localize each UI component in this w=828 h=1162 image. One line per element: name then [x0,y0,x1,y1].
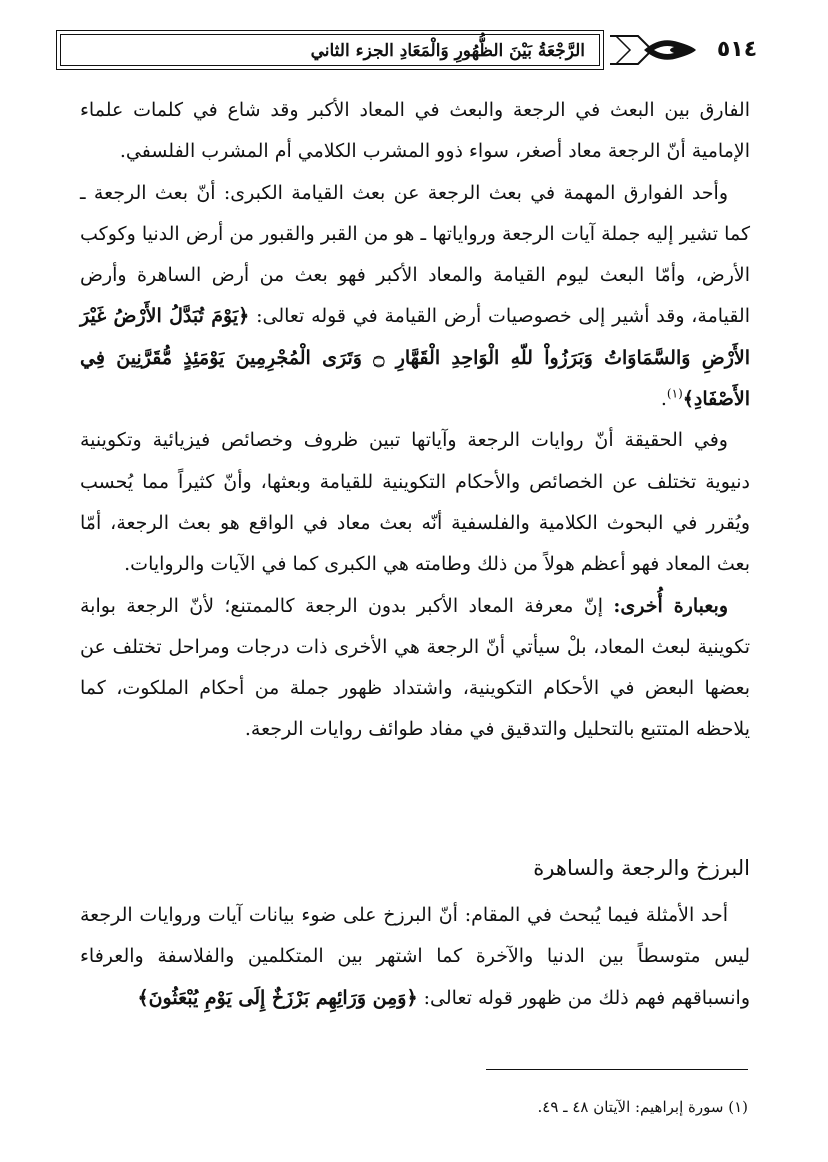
quran-verse: ﴿يَوْمَ تُبَدَّلُ الأَرْضُ غَيْرَ الأَرْضِ وَالسَّمَاوَاتُ وَبَرَزُواْ للّهِ الْوَاحِدِ الْقَهَّارِ ۝ وَتَرَى الْمُجْرِمِينَ يَوْمَئِذٍ مُّقَرَّنِينَ فِي الأَصْفَادِ﴾ [80,305,750,411]
page-number: ٥١٤ [716,37,758,62]
paragraph-text: أحد الأمثلة فيما يُبحث في المقام: أنّ البرزخ على ضوء بيانات آيات وروايات الرجعة ليس متوسطاً بين الدنيا والآخرة كما اشتهر بين المتكلمين والفلاسفة والعرفاء وانسباقهم فهم ذلك من ظهور قوله تعالى: [80,904,750,1009]
running-head: الرَّجْعَةُ بَيْنَ الظُّهُورِ وَالْمَعَادِ الجزء الثاني [310,41,585,61]
quran-verse: ﴿وَمِن وَرَائِهِم بَرْزَخٌ إِلَى يَوْمِ يُبْعَثُونَ﴾ [137,986,418,1009]
paragraph [80,173,750,421]
paragraph-end: . [660,388,667,411]
paragraph [80,586,750,751]
footnote-reference: (١) [666,386,683,401]
lead-phrase: وبعبارة أُخرى: [613,594,728,617]
page-header [56,26,768,72]
paragraph-text: إنّ معرفة المعاد الأكبر بدون الرجعة كالممتنع؛ لأنّ الرجعة بوابة تكوينية لبعث المعاد، بلْ سيأتي أنّ الرجعة هي الأخرى ذات درجات ومراحل تختلف عن بعضها البعض في الأحكام التكوينية، واشتداد ظهور جملة من أحكام الملكوت، كما يلاحظه المتتبع بالتحليل والتدقيق في مفاد طوائف روايات الرجعة. [80,594,750,741]
footnote-divider [486,1069,748,1070]
paragraph: الفارق بين البعث في الرجعة والبعث في المعاد الأكبر وقد شاع في كلمات علماء الإمامية أنّ الرجعة معاد أصغر، سواء ذوو المشرب الكلامي أم المشرب الفلسفي. [80,99,750,163]
paragraph: وفي الحقيقة أنّ روايات الرجعة وآياتها تبين ظروف وخصائص فيزيائية وتكوينية دنيوية تختلف عن الخصائص والأحكام التكوينية للقيامة وبعثها، وأنّ كثيراً مما يُحسب ويُقرر في البحوث الكلامية والفلسفية أنّه بعث معاد في الواقع هو بعث الرجعة، أمّا بعث المعاد فهو أعظم هولاً من ذلك وطامته هي الكبرى كما في الآيات والروايات. [80,429,750,576]
decorative-ornament-icon [608,32,698,68]
footnote: (١) سورة إبراهيم: الآيتان ٤٨ ـ ٤٩. [537,1098,748,1116]
paragraph-text: وأحد الفوارق المهمة في بعث الرجعة عن بعث القيامة الكبرى: أنّ بعث الرجعة ـ كما تشير إليه جملة آيات الرجعة ورواياتها ـ هو من القبر والقبور من أرض الدنيا وكوكب الأرض، وأمّا البعث ليوم القيامة والمعاد الأكبر فهو بعث من أرض الساهرة وأرض القيامة، وقد أشير إلى خصوصيات أرض القيامة في قوله تعالى: [80,181,751,328]
running-head-frame [56,30,604,70]
section-text [80,895,750,1019]
paragraph [80,895,750,1019]
main-text [80,90,750,751]
section-heading: البرزخ والرجعة والساهرة [533,856,750,880]
